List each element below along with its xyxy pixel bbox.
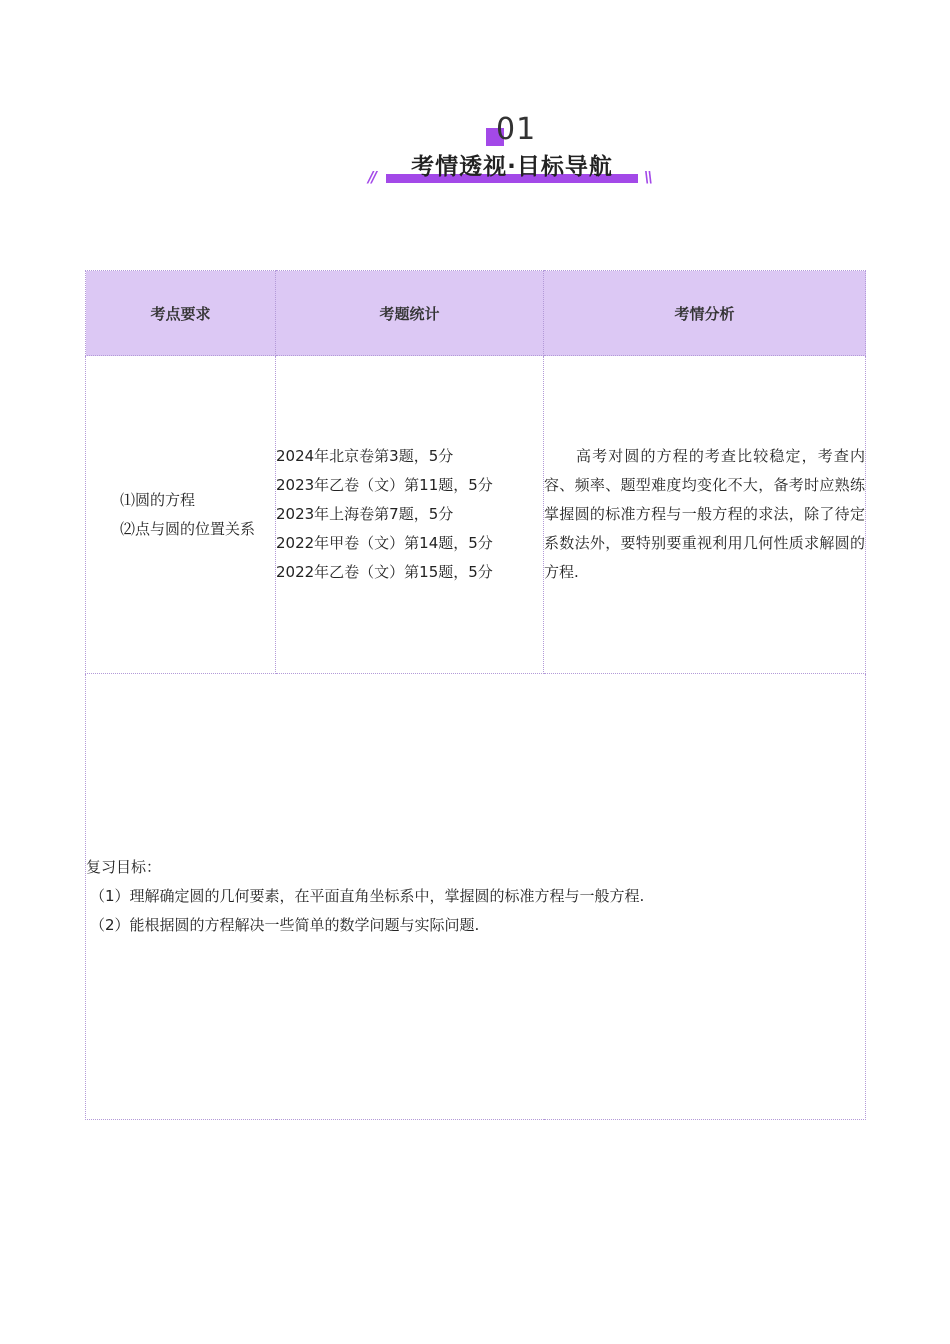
header-analysis: 考情分析 — [544, 271, 866, 356]
left-slash-decoration: // — [368, 168, 375, 186]
statistic-item: 2024年北京卷第3题，5分 — [276, 447, 454, 465]
goal-item: （1）理解确定圆的几何要素，在平面直角坐标系中，掌握圆的标准方程与一般方程. — [90, 887, 645, 905]
requirements-cell — [86, 356, 276, 674]
section-number: 01 — [496, 112, 537, 147]
section-heading — [0, 108, 950, 198]
right-slash-decoration: \\ — [644, 168, 651, 186]
requirement-item: ⑵点与圆的位置关系 — [120, 519, 256, 538]
content-row — [86, 356, 866, 674]
statistic-item: 2022年甲卷（文）第14题，5分 — [276, 534, 493, 552]
goals-row — [86, 674, 866, 1120]
header-statistics: 考题统计 — [276, 271, 544, 356]
goal-item: （2）能根据圆的方程解决一些简单的数学问题与实际问题. — [90, 916, 480, 934]
statistic-item: 2022年乙卷（文）第15题，5分 — [276, 563, 493, 581]
section-title: 考情透视·目标导航 — [411, 154, 613, 180]
exam-analysis-table — [85, 270, 866, 1120]
statistic-item: 2023年乙卷（文）第11题，5分 — [276, 476, 493, 494]
header-row — [86, 271, 866, 356]
goals-cell — [86, 674, 866, 1120]
statistic-item: 2023年上海卷第7题，5分 — [276, 505, 454, 523]
statistics-cell — [276, 356, 544, 674]
header-requirements: 考点要求 — [86, 271, 276, 356]
requirement-item: ⑴圆的方程 — [120, 490, 196, 509]
goals-title: 复习目标： — [86, 858, 162, 876]
analysis-cell: 高考对圆的方程的考查比较稳定，考查内容、频率、题型难度均变化不大，备考时应熟练掌握圆的标准方程与一般方程的求法，除了待定系数法外，要特别要重视利用几何性质求解圆的方程. — [544, 356, 866, 674]
